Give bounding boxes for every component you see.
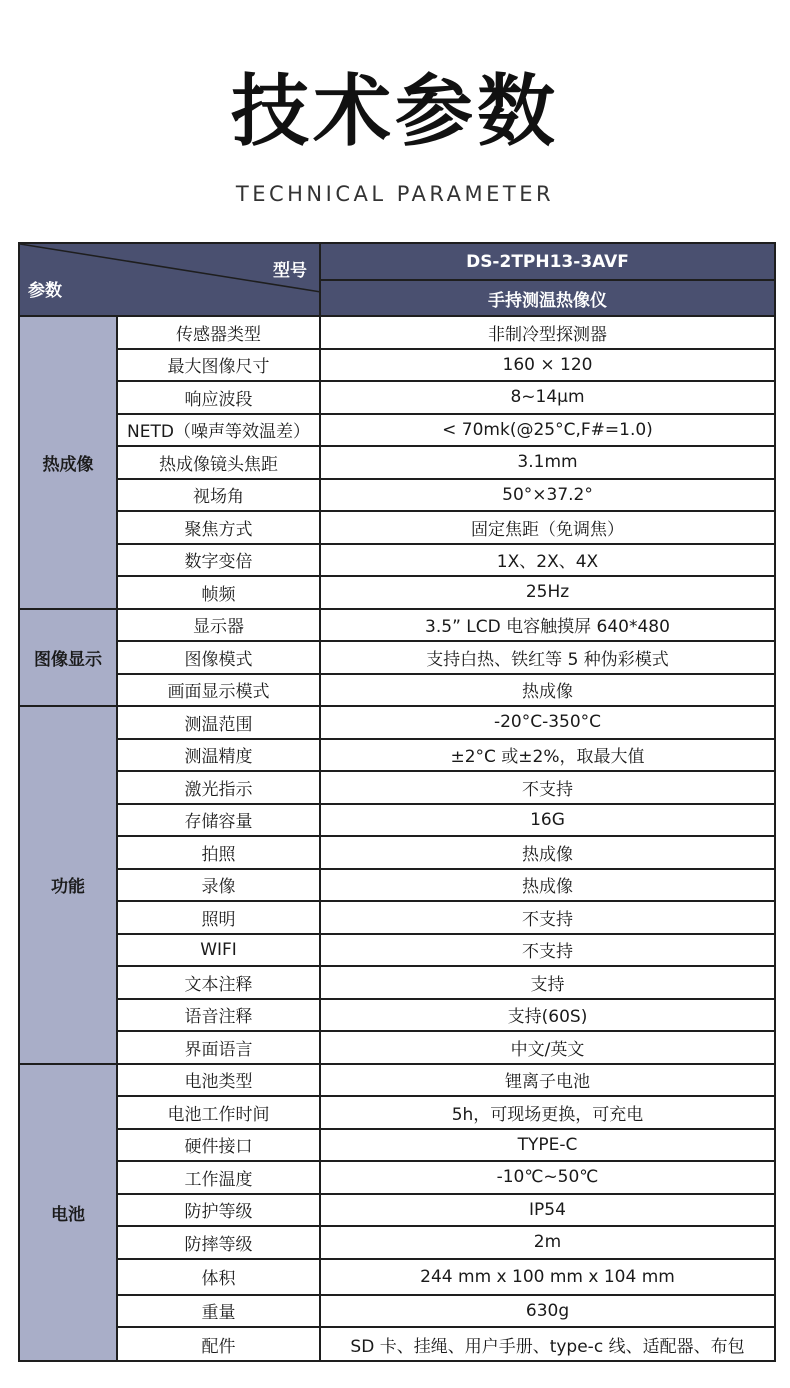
param-name: 电池工作时间 — [117, 1096, 320, 1129]
param-name: 照明 — [117, 901, 320, 934]
param-name: 帧频 — [117, 576, 320, 609]
param-name: 聚焦方式 — [117, 511, 320, 544]
param-value: 热成像 — [320, 869, 775, 902]
table-row — [19, 966, 775, 999]
group-label: 功能 — [19, 706, 117, 1064]
param-value: 25Hz — [320, 576, 775, 609]
table-row — [19, 1031, 775, 1064]
param-value: 热成像 — [320, 836, 775, 869]
param-name: 重量 — [117, 1295, 320, 1328]
param-value: 2m — [320, 1226, 775, 1259]
param-value: 非制冷型探测器 — [320, 316, 775, 349]
param-name: 拍照 — [117, 836, 320, 869]
param-name: 配件 — [117, 1327, 320, 1361]
param-name: 防摔等级 — [117, 1226, 320, 1259]
table-row — [19, 349, 775, 382]
param-name: 热成像镜头焦距 — [117, 446, 320, 479]
param-value: 3.5” LCD 电容触摸屏 640*480 — [320, 609, 775, 642]
param-value: TYPE-C — [320, 1129, 775, 1162]
param-value: 3.1mm — [320, 446, 775, 479]
model-number: DS-2TPH13-3AVF — [320, 243, 775, 280]
param-name: 防护等级 — [117, 1194, 320, 1227]
param-name: 视场角 — [117, 479, 320, 512]
table-row — [19, 901, 775, 934]
param-value: 支持 — [320, 966, 775, 999]
param-value: 不支持 — [320, 771, 775, 804]
group-label: 热成像 — [19, 316, 117, 609]
table-row — [19, 414, 775, 447]
table-row — [19, 934, 775, 967]
param-value: ±2°C 或±2%，取最大值 — [320, 739, 775, 772]
param-name: 画面显示模式 — [117, 674, 320, 707]
param-name: 测温范围 — [117, 706, 320, 739]
param-value: 160 × 120 — [320, 349, 775, 382]
table-row — [19, 999, 775, 1032]
param-name: 响应波段 — [117, 381, 320, 414]
table-row — [19, 869, 775, 902]
param-value: < 70mk(@25°C,F#=1.0) — [320, 414, 775, 447]
table-row — [19, 576, 775, 609]
page-title: 技术参数 — [230, 67, 559, 157]
table-row — [19, 1129, 775, 1162]
param-name: 显示器 — [117, 609, 320, 642]
param-value: 8~14μm — [320, 381, 775, 414]
param-value: 中文/英文 — [320, 1031, 775, 1064]
param-value: 不支持 — [320, 934, 775, 967]
group-label: 图像显示 — [19, 609, 117, 707]
table-row — [19, 641, 775, 674]
param-name: 文本注释 — [117, 966, 320, 999]
table-row — [19, 836, 775, 869]
table-row — [19, 544, 775, 577]
spec-table — [18, 242, 776, 1362]
param-value: SD 卡、挂绳、用户手册、type-c 线、适配器、布包 — [320, 1327, 775, 1361]
param-name: 工作温度 — [117, 1161, 320, 1194]
table-row — [19, 739, 775, 772]
param-value: 244 mm x 100 mm x 104 mm — [320, 1259, 775, 1295]
table-row — [19, 1295, 775, 1328]
table-row — [19, 771, 775, 804]
page-subtitle: TECHNICAL PARAMETER — [235, 182, 555, 206]
table-row — [19, 674, 775, 707]
param-name: 语音注释 — [117, 999, 320, 1032]
table-row — [19, 479, 775, 512]
param-name: 数字变倍 — [117, 544, 320, 577]
param-label: 参数 — [28, 281, 62, 301]
param-value: 630g — [320, 1295, 775, 1328]
table-row — [19, 446, 775, 479]
param-value: 1X、2X、4X — [320, 544, 775, 577]
param-name: NETD（噪声等效温差） — [117, 414, 320, 447]
param-name: WIFI — [117, 934, 320, 967]
param-value: 不支持 — [320, 901, 775, 934]
param-name: 传感器类型 — [117, 316, 320, 349]
table-row — [19, 1064, 775, 1097]
table-corner-cell — [19, 243, 320, 316]
param-value: 锂离子电池 — [320, 1064, 775, 1097]
param-name: 存储容量 — [117, 804, 320, 837]
table-row — [19, 1096, 775, 1129]
param-name: 电池类型 — [117, 1064, 320, 1097]
table-row — [19, 1226, 775, 1259]
param-value: -20°C-350°C — [320, 706, 775, 739]
param-name: 最大图像尺寸 — [117, 349, 320, 382]
table-row — [19, 609, 775, 642]
model-label: 型号 — [273, 261, 307, 281]
table-row — [19, 1161, 775, 1194]
param-value: -10℃~50℃ — [320, 1161, 775, 1194]
table-row — [19, 804, 775, 837]
table-row — [19, 1194, 775, 1227]
param-value: 支持(60S) — [320, 999, 775, 1032]
table-row — [19, 1259, 775, 1295]
param-value: 热成像 — [320, 674, 775, 707]
table-row — [19, 706, 775, 739]
param-name: 激光指示 — [117, 771, 320, 804]
table-row — [19, 511, 775, 544]
param-value: 50°×37.2° — [320, 479, 775, 512]
param-name: 测温精度 — [117, 739, 320, 772]
param-name: 界面语言 — [117, 1031, 320, 1064]
param-name: 录像 — [117, 869, 320, 902]
param-name: 图像模式 — [117, 641, 320, 674]
param-name: 硬件接口 — [117, 1129, 320, 1162]
param-name: 体积 — [117, 1259, 320, 1295]
param-value: IP54 — [320, 1194, 775, 1227]
table-row — [19, 1327, 775, 1361]
table-row — [19, 316, 775, 349]
param-value: 固定焦距（免调焦） — [320, 511, 775, 544]
product-name: 手持测温热像仪 — [320, 280, 775, 316]
param-value: 5h，可现场更换，可充电 — [320, 1096, 775, 1129]
param-value: 16G — [320, 804, 775, 837]
group-label: 电池 — [19, 1064, 117, 1362]
table-row — [19, 381, 775, 414]
param-value: 支持白热、铁红等 5 种伪彩模式 — [320, 641, 775, 674]
